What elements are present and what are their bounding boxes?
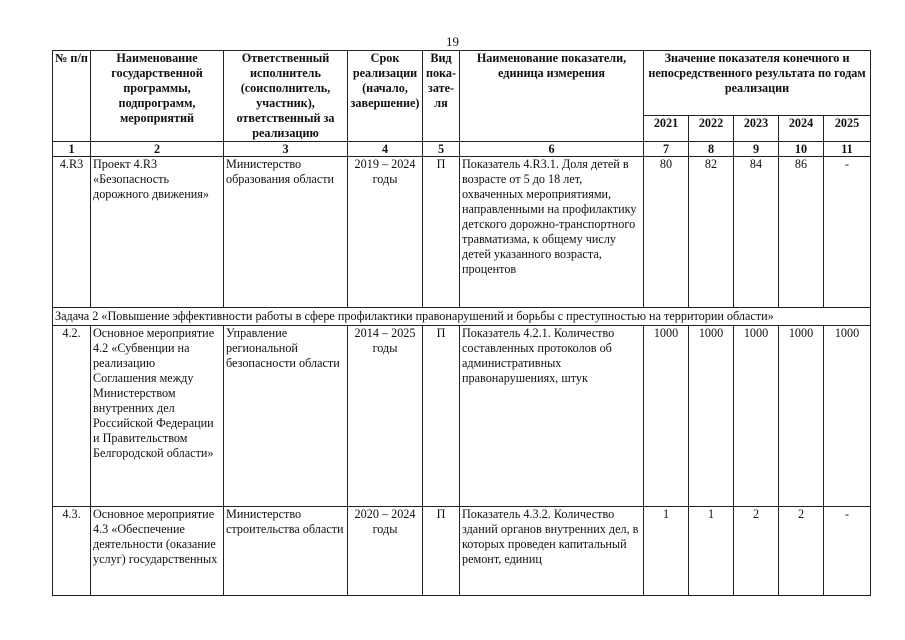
row-indicator-type: П xyxy=(423,157,460,308)
header-year: 2024 xyxy=(779,116,824,142)
row-num: 4.R3 xyxy=(53,157,91,308)
row-program: Основное мероприятие 4.3 «Обеспечение деятельности (оказание услуг) государственных xyxy=(91,507,224,596)
row-value: 1000 xyxy=(734,326,779,507)
header-year: 2021 xyxy=(644,116,689,142)
header-year: 2022 xyxy=(689,116,734,142)
row-value: 1000 xyxy=(779,326,824,507)
row-value: 86 xyxy=(779,157,824,308)
row-num: 4.2. xyxy=(53,326,91,507)
row-responsible: Министерство строительства области xyxy=(224,507,348,596)
row-term: 2019 – 2024 годы xyxy=(348,157,423,308)
header-indicator-type: Вид пока-зате-ля xyxy=(423,51,460,142)
header-responsible: Ответственный исполнитель (соисполнитель, участник), ответственный за реализацию xyxy=(224,51,348,142)
row-value: 1 xyxy=(644,507,689,596)
program-table xyxy=(52,50,871,596)
row-indicator: Показатель 4.R3.1. Доля детей в возрасте от 5 до 18 лет, охваченных мероприятиями, направленными на профилактику детского дорожно-транспортного травматизма, к общему числу детей указанного возраста, процентов xyxy=(460,157,644,308)
row-indicator-type: П xyxy=(423,326,460,507)
column-number: 4 xyxy=(348,142,423,157)
table-row xyxy=(53,157,871,308)
row-value: 1000 xyxy=(824,326,871,507)
row-responsible: Министерство образования области xyxy=(224,157,348,308)
row-program: Проект 4.R3 «Безопасность дорожного движения» xyxy=(91,157,224,308)
header-num: № п/п xyxy=(53,51,91,142)
row-term: 2014 – 2025 годы xyxy=(348,326,423,507)
table-row xyxy=(53,507,871,596)
column-number: 7 xyxy=(644,142,689,157)
header-year: 2025 xyxy=(824,116,871,142)
row-indicator: Показатель 4.2.1. Количество составленных протоколов об административных правонарушениях, штук xyxy=(460,326,644,507)
page-number: 19 xyxy=(446,34,459,49)
column-number: 2 xyxy=(91,142,224,157)
column-number: 10 xyxy=(779,142,824,157)
row-value: 84 xyxy=(734,157,779,308)
column-number: 1 xyxy=(53,142,91,157)
row-value: - xyxy=(824,507,871,596)
table-row xyxy=(53,326,871,507)
row-indicator: Показатель 4.3.2. Количество зданий органов внутренних дел, в которых проведен капитальный ремонт, единиц xyxy=(460,507,644,596)
column-number: 11 xyxy=(824,142,871,157)
row-term: 2020 – 2024 годы xyxy=(348,507,423,596)
header-program: Наименование государственной программы, подпрограмм, мероприятий xyxy=(91,51,224,142)
task-row xyxy=(53,308,871,326)
column-number: 8 xyxy=(689,142,734,157)
row-value: 2 xyxy=(779,507,824,596)
column-number: 9 xyxy=(734,142,779,157)
row-program: Основное мероприятие 4.2 «Субвенции на реализацию Соглашения между Министерством внутренних дел Российской Федерации и Правительством Белгородской области» xyxy=(91,326,224,507)
header-values-group: Значение показателя конечного и непосредственного результата по годам реализации xyxy=(644,51,871,116)
column-number-row xyxy=(53,142,871,157)
task-heading: Задача 2 «Повышение эффективности работы в сфере профилактики правонарушений и борьбы с преступностью на территории области» xyxy=(53,308,871,326)
column-number: 5 xyxy=(423,142,460,157)
row-indicator-type: П xyxy=(423,507,460,596)
row-value: 1 xyxy=(689,507,734,596)
column-number: 6 xyxy=(460,142,644,157)
column-number: 3 xyxy=(224,142,348,157)
header-year: 2023 xyxy=(734,116,779,142)
header-term: Срок реализации (начало, завершение) xyxy=(348,51,423,142)
row-value: 2 xyxy=(734,507,779,596)
header-indicator-name: Наименование показатели, единица измерения xyxy=(460,51,644,142)
row-value: - xyxy=(824,157,871,308)
row-value: 80 xyxy=(644,157,689,308)
row-responsible: Управление региональной безопасности области xyxy=(224,326,348,507)
row-value: 82 xyxy=(689,157,734,308)
row-value: 1000 xyxy=(644,326,689,507)
row-num: 4.3. xyxy=(53,507,91,596)
row-value: 1000 xyxy=(689,326,734,507)
